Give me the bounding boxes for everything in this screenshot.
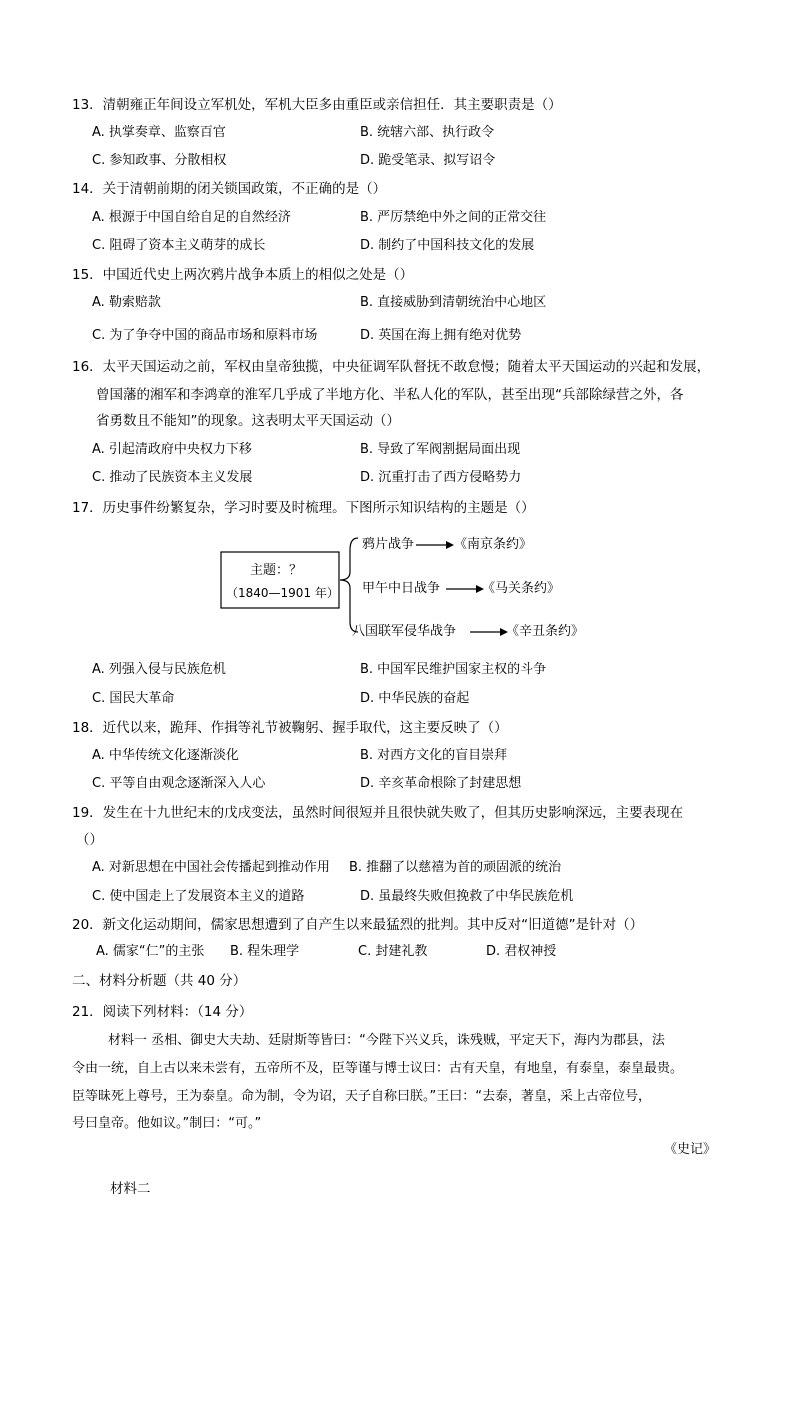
material-1-line4: 号曰皇帝。他如议。”制曰：“可。” <box>72 1116 262 1131</box>
q13-option-d: D. 跪受笔录、拟写诏令 <box>360 153 496 168</box>
q17-option-d: D. 中华民族的奋起 <box>360 691 470 706</box>
q15-option-b: B. 直接威胁到清朝统治中心地区 <box>360 295 547 310</box>
q17-option-c: C. 国民大革命 <box>92 691 175 706</box>
q19-option-d: D. 虽最终失败但挽救了中华民族危机 <box>360 889 574 904</box>
q14-option-b: B. 严厉禁绝中外之间的正常交往 <box>360 210 547 225</box>
q17-stem: 17．历史事件纷繁复杂，学习时要及时梳理。下图所示知识结构的主题是（） <box>72 500 535 516</box>
q14-option-c: C. 阻碍了资本主义萌芽的成长 <box>92 238 266 253</box>
q16-option-b: B. 导致了军阀割据局面出现 <box>360 442 521 457</box>
q15-option-c: C. 为了争夺中国的商品市场和原料市场 <box>92 328 318 343</box>
q18-option-d: D. 辛亥革命根除了封建思想 <box>360 776 522 791</box>
q16-stem-line1: 16．太平天国运动之前，军权由皇帝独揽，中央征调军队督抚不敢怠慢；随着太平天国运动的兴起和发展， <box>72 359 711 375</box>
q15-stem: 15．中国近代史上两次鸦片战争本质上的相似之处是（） <box>72 267 414 283</box>
q14-option-d: D. 制约了中国科技文化的发展 <box>360 238 535 253</box>
knowledge-structure-diagram <box>220 530 590 640</box>
q16-option-d: D. 沉重打击了西方侵略势力 <box>360 470 522 485</box>
q18-option-c: C. 平等自由观念逐渐深入人心 <box>92 776 266 791</box>
section-heading: 二、材料分析题（共 40 分） <box>72 973 247 989</box>
q19-option-a: A. 对新思想在中国社会传播起到推动作用 <box>92 860 330 875</box>
q16-stem-line3: 省勇数且不能知”的现象。这表明太平天国运动（） <box>96 413 400 429</box>
q15-option-d: D. 英国在海上拥有绝对优势 <box>360 328 522 343</box>
q19-option-c: C. 使中国走上了发展资本主义的道路 <box>92 889 305 904</box>
q16-option-c: C. 推动了民族资本主义发展 <box>92 470 253 485</box>
diagram-war-1: 鸦片战争 <box>362 537 415 552</box>
q13-option-c: C. 参知政事、分散相权 <box>92 153 227 168</box>
diagram-treaty-1: 《南京条约》 <box>454 537 533 552</box>
q21-stem: 21．阅读下列材料：（14 分） <box>72 1004 253 1020</box>
q17-option-b: B. 中国军民维护国家主权的斗争 <box>360 662 547 677</box>
material-1-source: 《史记》 <box>664 1142 717 1157</box>
q16-stem-line2: 曾国藩的湘军和李鸿章的淮军几乎成了半地方化、半私人化的军队，甚至出现“兵部除绿营之外，各 <box>96 387 684 403</box>
q20-option-b: B. 程朱理学 <box>230 944 300 959</box>
q20-option-a: A. 儒家“仁”的主张 <box>96 944 205 959</box>
q20-option-c: C. 封建礼教 <box>358 944 428 959</box>
diagram-years: （1840—1901 年） <box>226 586 339 600</box>
q13-option-b: B. 统辖六部、执行政令 <box>360 125 495 140</box>
material-1-line2: 令由一统，自上古以来未尝有，五帝所不及，臣等谨与博士议曰：古有天皇，有地皇，有泰皇，泰皇最贵。 <box>72 1061 684 1076</box>
material-1-line1: 材料一 丞相、御史大夫劫、廷尉斯等皆曰：“今陛下兴义兵，诛残贼，平定天下，海内为郡县，法 <box>108 1033 665 1048</box>
q13-option-a: A. 执掌奏章、监察百官 <box>92 125 226 140</box>
q19-stem-line1: 19．发生在十九世纪末的戊戌变法，虽然时间很短并且很快就失败了，但其历史影响深远，主要表现在 <box>72 805 684 821</box>
q18-stem: 18．近代以来，跪拜、作揖等礼节被鞠躬、握手取代，这主要反映了（） <box>72 720 508 736</box>
brace <box>340 538 358 632</box>
q19-stem-line2: （） <box>76 832 103 848</box>
q16-option-a: A. 引起清政府中央权力下移 <box>92 442 252 457</box>
diagram-treaty-3: 《辛丑条约》 <box>506 624 585 639</box>
q19-option-b: B. 推翻了以慈禧为首的顽固派的统治 <box>349 860 562 875</box>
q17-option-a: A. 列强入侵与民族危机 <box>92 662 226 677</box>
q20-stem: 20．新文化运动期间，儒家思想遭到了自产生以来最猛烈的批判。其中反对“旧道德”是针对（） <box>72 917 644 933</box>
diagram-war-3: 八国联军侵华战争 <box>352 624 457 639</box>
diagram-theme: 主题：？ <box>250 563 303 578</box>
diagram-treaty-2: 《马关条约》 <box>482 581 561 596</box>
material-1-line3: 臣等昧死上尊号，王为泰皇。命为制，令为诏，天子自称曰朕。”王曰：“去泰，著皇，采上古帝位号， <box>72 1089 651 1104</box>
material-2-label: 材料二 <box>110 1181 151 1197</box>
diagram-war-2: 甲午中日战争 <box>362 581 441 596</box>
arrow-1-head <box>446 541 454 549</box>
q15-option-a: A. 勒索赔款 <box>92 295 161 310</box>
q14-option-a: A. 根源于中国自给自足的自然经济 <box>92 210 291 225</box>
q18-option-a: A. 中华传统文化逐渐淡化 <box>92 748 239 763</box>
q14-stem: 14．关于清朝前期的闭关锁国政策，不正确的是（） <box>72 181 387 197</box>
q18-option-b: B. 对西方文化的盲目崇拜 <box>360 748 508 763</box>
q13-stem: 13．清朝雍正年间设立军机处，军机大臣多由重臣或亲信担任．其主要职责是（） <box>72 97 562 113</box>
q20-option-d: D. 君权神授 <box>486 944 557 959</box>
